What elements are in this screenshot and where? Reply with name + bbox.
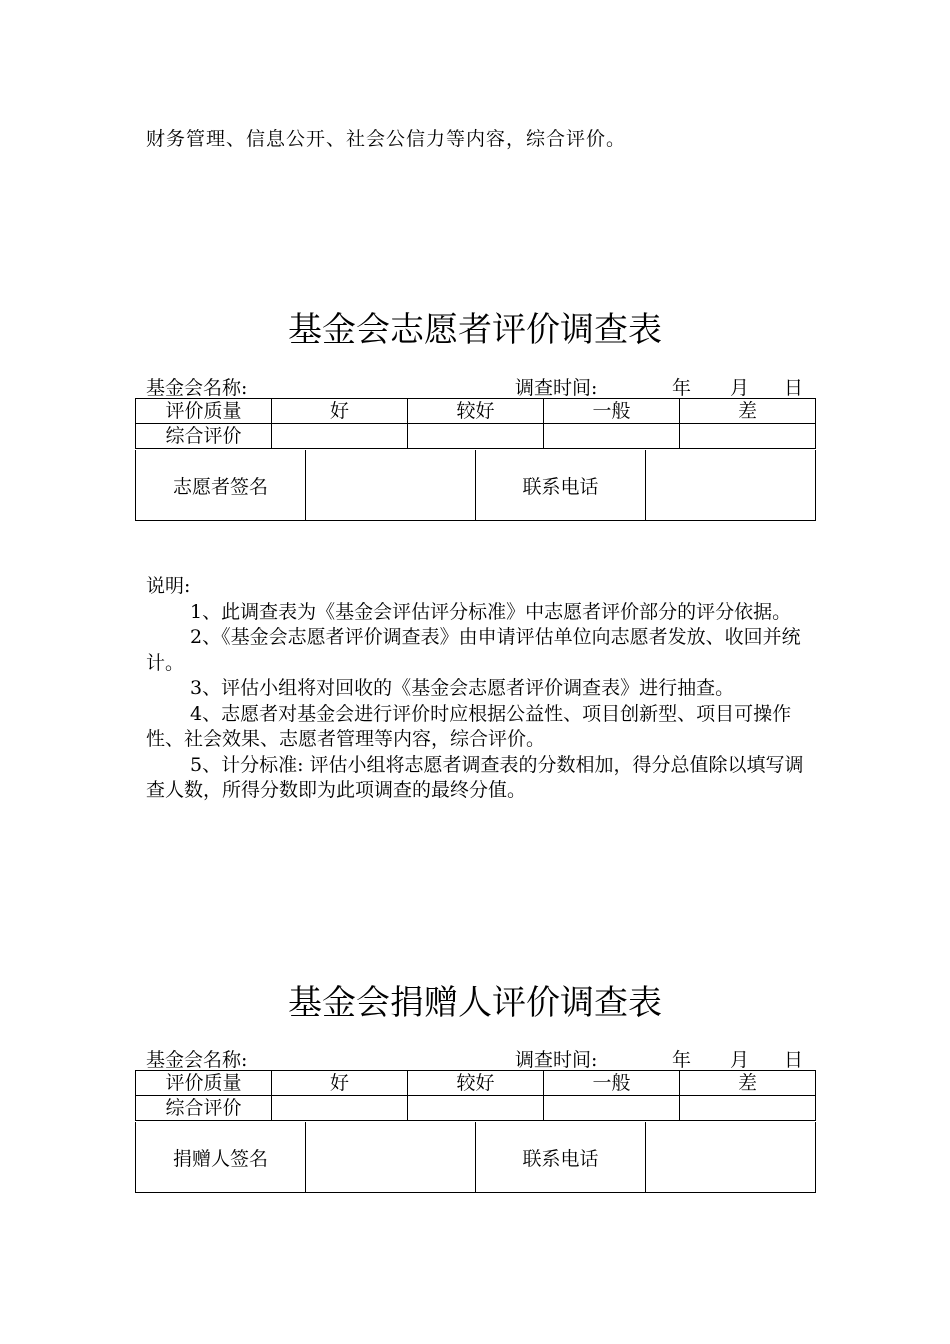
note-item: 3、评估小组将对回收的《基金会志愿者评价调查表》进行抽查。 xyxy=(190,677,735,699)
month-label: 月 xyxy=(730,1049,750,1071)
year-label: 年 xyxy=(672,377,692,399)
rating-cell-good[interactable] xyxy=(272,1096,408,1121)
day-label: 日 xyxy=(784,1049,804,1071)
donor-form-title: 基金会捐赠人评价调查表 xyxy=(288,983,662,1023)
rating-cell-fairly-good[interactable] xyxy=(408,1096,544,1121)
foundation-name-label: 基金会名称: xyxy=(146,1049,248,1071)
level-fairly-good: 较好 xyxy=(408,399,544,424)
table-row xyxy=(136,1071,816,1096)
rating-cell-poor[interactable] xyxy=(680,1096,816,1121)
foundation-name-label: 基金会名称: xyxy=(146,377,248,399)
level-average: 一般 xyxy=(544,1071,680,1096)
note-item: 5、计分标准: 评估小组将志愿者调查表的分数相加，得分总值除以填写调查人数，所得分数即为此项调查的最终分值。 xyxy=(146,753,804,801)
table-row xyxy=(136,1122,816,1193)
note-item: 1、此调查表为《基金会评估评分标准》中志愿者评价部分的评分依据。 xyxy=(190,600,792,623)
overall-rating-label: 综合评价 xyxy=(136,424,272,449)
level-poor: 差 xyxy=(680,1071,816,1096)
quality-header: 评价质量 xyxy=(136,1071,272,1096)
rating-cell-average[interactable] xyxy=(544,1096,680,1121)
signer-label: 志愿者签名 xyxy=(136,450,306,521)
day-label: 日 xyxy=(784,377,804,399)
volunteer-rating-table xyxy=(135,398,816,449)
year-label: 年 xyxy=(672,1049,692,1071)
notes-section xyxy=(146,574,814,804)
level-good: 好 xyxy=(272,399,408,424)
phone-label: 联系电话 xyxy=(476,450,646,521)
quality-header: 评价质量 xyxy=(136,399,272,424)
overall-rating-label: 综合评价 xyxy=(136,1096,272,1121)
volunteer-signature-table xyxy=(135,450,816,521)
survey-time-label: 调查时间: xyxy=(515,377,598,399)
table-row xyxy=(136,424,816,449)
phone-field[interactable] xyxy=(646,450,816,521)
signer-label: 捐赠人签名 xyxy=(136,1122,306,1193)
rating-cell-poor[interactable] xyxy=(680,424,816,449)
table-row xyxy=(136,450,816,521)
note-item: 2、《基金会志愿者评价调查表》由申请评估单位向志愿者发放、收回并统计。 xyxy=(146,626,801,674)
level-poor: 差 xyxy=(680,399,816,424)
signature-field[interactable] xyxy=(306,450,476,521)
continuation-text: 财务管理、信息公开、社会公信力等内容，综合评价。 xyxy=(146,128,627,150)
survey-time-label: 调查时间: xyxy=(515,1049,598,1071)
table-row xyxy=(136,1096,816,1121)
rating-cell-fairly-good[interactable] xyxy=(408,424,544,449)
month-label: 月 xyxy=(730,377,750,399)
signature-field[interactable] xyxy=(306,1122,476,1193)
table-row xyxy=(136,399,816,424)
level-average: 一般 xyxy=(544,399,680,424)
donor-rating-table xyxy=(135,1070,816,1121)
rating-cell-good[interactable] xyxy=(272,424,408,449)
note-item: 4、志愿者对基金会进行评价时应根据公益性、项目创新型、项目可操作性、社会效果、志愿者管理等内容，综合评价。 xyxy=(146,702,792,750)
rating-cell-average[interactable] xyxy=(544,424,680,449)
donor-signature-table xyxy=(135,1122,816,1193)
phone-label: 联系电话 xyxy=(476,1122,646,1193)
volunteer-form-title: 基金会志愿者评价调查表 xyxy=(288,310,662,350)
level-good: 好 xyxy=(272,1071,408,1096)
phone-field[interactable] xyxy=(646,1122,816,1193)
level-fairly-good: 较好 xyxy=(408,1071,544,1096)
notes-heading: 说明: xyxy=(146,575,191,597)
